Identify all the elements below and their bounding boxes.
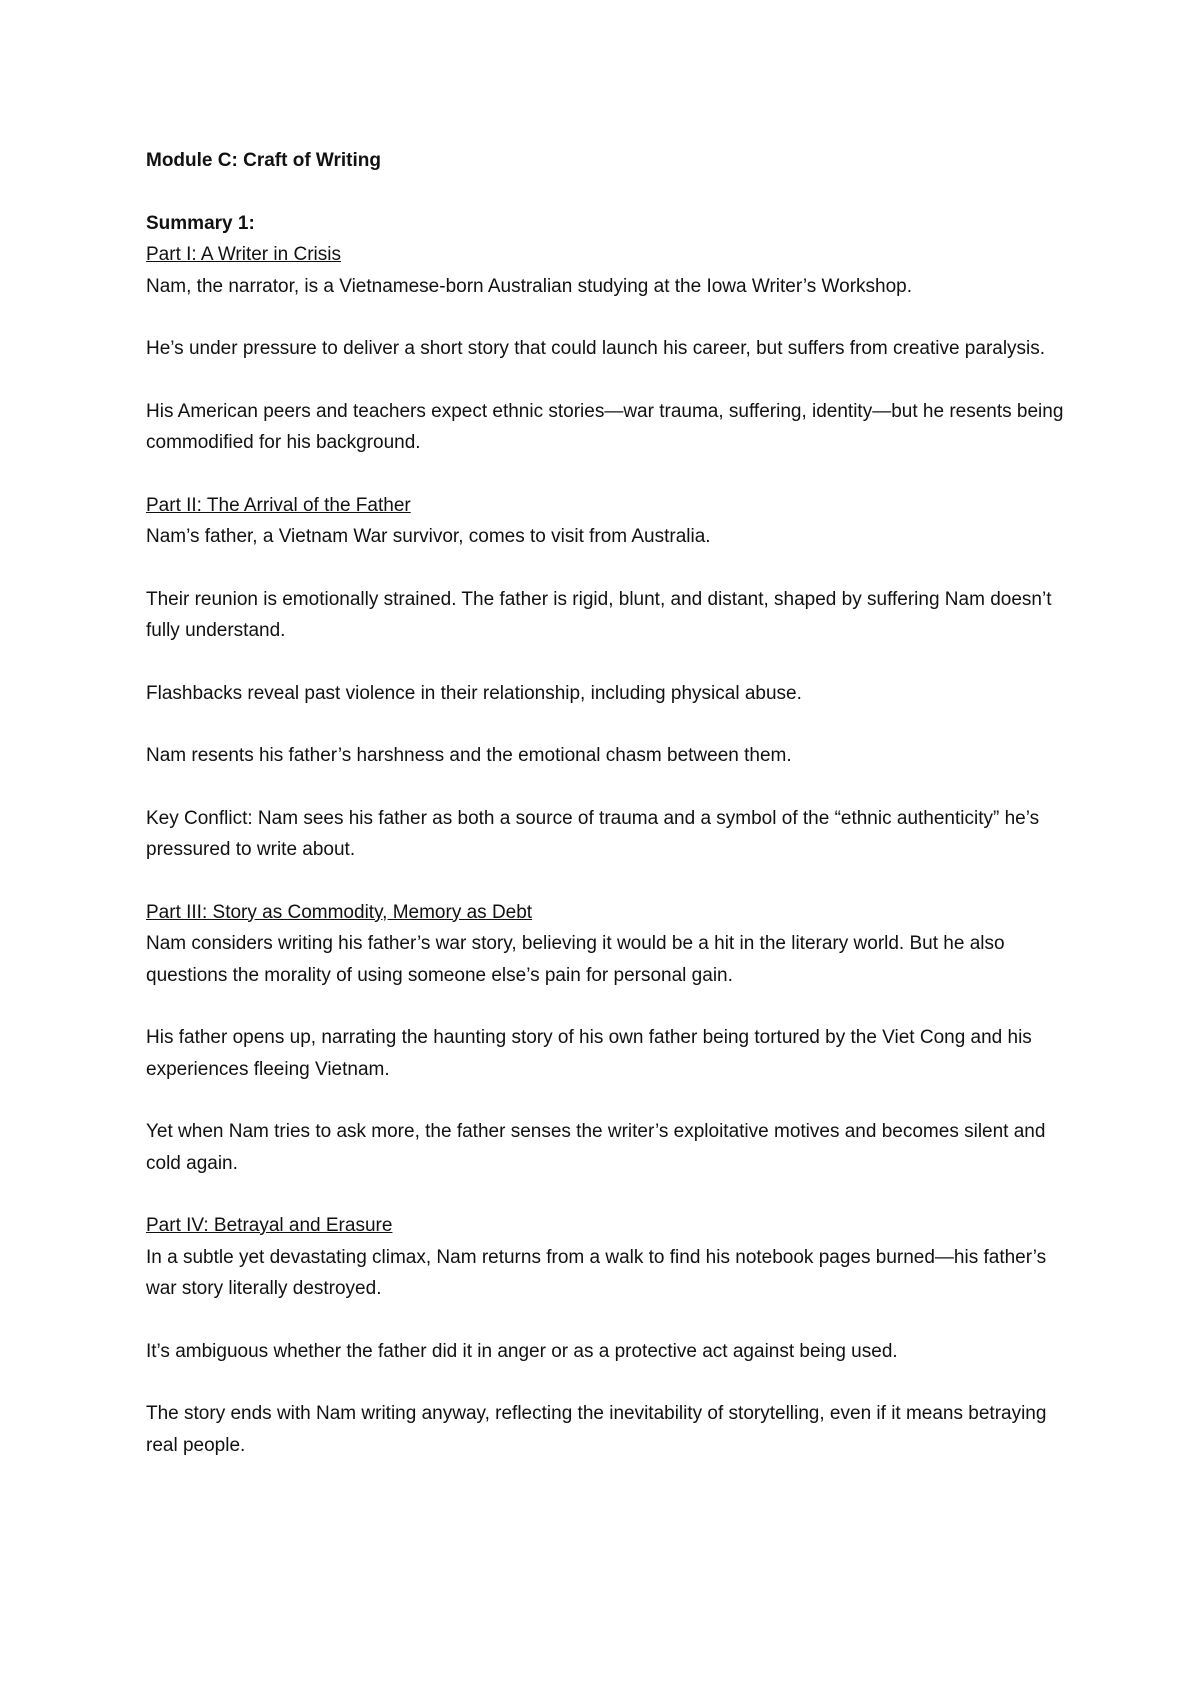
document-page [146, 145, 1076, 1492]
paragraph: In a subtle yet devastating climax, Nam returns from a walk to find his notebook pages burned—his father’s war story literally destroyed. [146, 1246, 1047, 1299]
paragraph: Flashbacks reveal past violence in their relationship, including physical abuse. [146, 682, 802, 704]
paragraph: Nam resents his father’s harshness and the emotional chasm between them. [146, 745, 792, 766]
document-title: Module C: Craft of Writing [146, 150, 382, 171]
paragraph: The story ends with Nam writing anyway, reflecting the inevitability of storytelling, even if it means betraying real people. [146, 1403, 1047, 1456]
part-2 [146, 490, 1076, 866]
part-heading: Part II: The Arrival of the Father [146, 494, 411, 516]
part-1 [146, 239, 1076, 459]
part-3 [146, 897, 1076, 1180]
paragraph: Nam’s father, a Vietnam War survivor, comes to visit from Australia. [146, 526, 711, 547]
summary-label: Summary 1: [146, 212, 255, 234]
part-heading: Part IV: Betrayal and Erasure [146, 1215, 393, 1236]
paragraph: Key Conflict: Nam sees his father as both a source of trauma and a symbol of the “ethnic authenticity” he’s pressured to write about. [146, 807, 1040, 860]
part-4 [146, 1210, 1076, 1461]
paragraph: Yet when Nam tries to ask more, the father senses the writer’s exploitative motives and becomes silent and cold again. [146, 1121, 1046, 1174]
paragraph: He’s under pressure to deliver a short story that could launch his career, but suffers from creative paralysis. [146, 338, 1046, 359]
paragraph: Their reunion is emotionally strained. The father is rigid, blunt, and distant, shaped by suffering Nam doesn’t fully understand. [146, 588, 1052, 641]
part-heading: Part III: Story as Commodity, Memory as Debt [146, 901, 533, 923]
paragraph: Nam, the narrator, is a Vietnamese-born Australian studying at the Iowa Writer’s Workshop. [146, 275, 913, 297]
part-heading: Part I: A Writer in Crisis [146, 244, 341, 265]
paragraph: His father opens up, narrating the haunting story of his own father being tortured by the Viet Cong and his experiences fleeing Vietnam. [146, 1027, 1032, 1080]
paragraph: Nam considers writing his father’s war story, believing it would be a hit in the literary world. But he also questions the morality of using someone else’s pain for personal gain. [146, 933, 1005, 986]
paragraph: It’s ambiguous whether the father did it in anger or as a protective act against being used. [146, 1340, 898, 1362]
paragraph: His American peers and teachers expect ethnic stories—war trauma, suffering, identity—but he resents being commodified for his background. [146, 400, 1064, 453]
